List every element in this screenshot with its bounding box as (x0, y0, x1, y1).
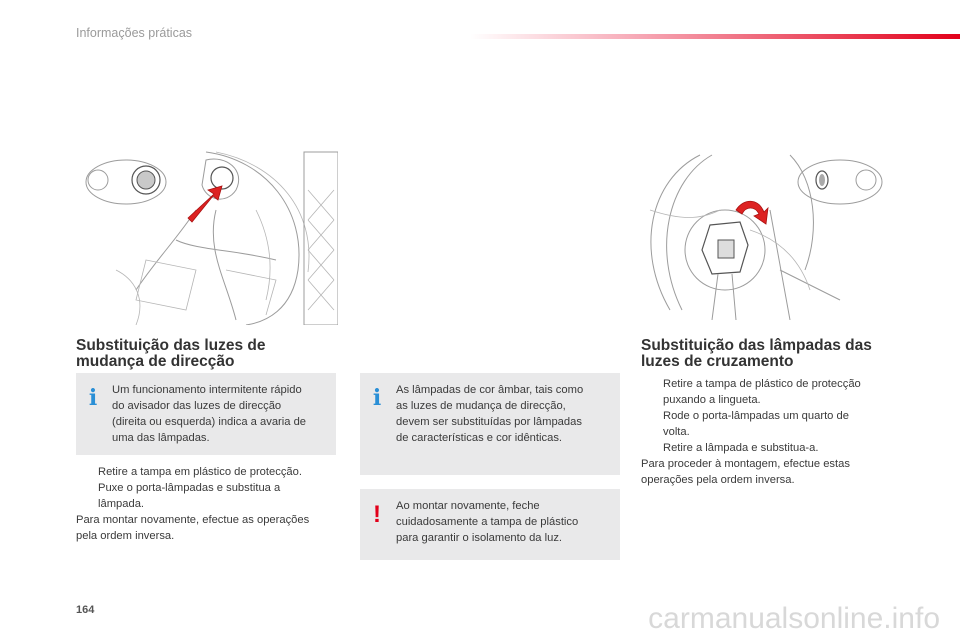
info-line: do avisador das luzes de direcção (112, 400, 282, 412)
info-line: As lâmpadas de cor âmbar, tais como (396, 384, 584, 396)
section-header-title: Informações práticas (76, 26, 193, 40)
watermark: carmanualsonline.info (648, 602, 940, 635)
reassembly-note (76, 512, 338, 544)
step-item (641, 408, 891, 440)
step-text: Rode o porta-lâmpadas um quarto de (663, 410, 849, 422)
step-text: lâmpada. (98, 498, 145, 510)
dipped-beam-steps (641, 376, 891, 488)
warning-line: Ao montar novamente, feche (396, 500, 540, 512)
dipped-beam-bulb-illustration (640, 150, 884, 320)
turn-signal-title-line-2: mudança de direcção (76, 353, 235, 370)
dipped-beam-title-line-1: Substituição das lâmpadas das (641, 337, 872, 354)
info-line: de características e cor idênticas. (396, 432, 563, 444)
turn-signal-section-title (76, 338, 336, 370)
step-text: Retire a tampa de plástico de protecção (663, 378, 861, 390)
amber-bulbs-info-box (360, 373, 620, 475)
warning-line: para garantir o isolamento da luz. (396, 532, 563, 544)
step-text: Puxe o porta-lâmpadas e substitua a (98, 482, 281, 494)
dipped-beam-drawing (640, 150, 884, 320)
step-item (76, 464, 338, 480)
dipped-beam-title-line-2: luzes de cruzamento (641, 353, 794, 370)
header-accent-bar (470, 34, 960, 39)
step-text: volta. (663, 426, 690, 438)
warning-exclamation-icon: ! (373, 501, 381, 528)
reassembly-warning-box (360, 489, 620, 560)
turn-signal-info-box (76, 373, 336, 455)
info-line: (direita ou esquerda) indica a avaria de (112, 416, 307, 428)
info-icon: i (372, 385, 382, 411)
step-text: Retire a lâmpada e substitua-a. (663, 442, 819, 454)
step-text: puxando a lingueta. (663, 394, 761, 406)
turn-signal-drawing (76, 150, 338, 325)
reassembly-note (641, 456, 891, 488)
note-line: pela ordem inversa. (76, 530, 175, 542)
step-item (641, 376, 891, 408)
warning-text (396, 498, 611, 546)
note-line: Para proceder à montagem, efectue estas (641, 458, 850, 470)
note-line: operações pela ordem inversa. (641, 474, 795, 486)
amber-bulbs-info-text (396, 382, 611, 446)
info-icon: i (88, 385, 98, 411)
turn-signal-bulb-illustration (76, 150, 338, 325)
page-number: 164 (76, 604, 95, 616)
note-line: Para montar novamente, efectue as operações (76, 514, 310, 526)
warning-line: cuidadosamente a tampa de plástico (396, 516, 579, 528)
info-line: Um funcionamento intermitente rápido (112, 384, 302, 396)
step-text: Retire a tampa em plástico de protecção. (98, 466, 302, 478)
info-line: as luzes de mudança de direcção, (396, 400, 566, 412)
step-item (76, 480, 338, 512)
info-line: uma das lâmpadas. (112, 432, 210, 444)
turn-signal-info-text (112, 382, 327, 446)
info-line: devem ser substituídas por lâmpadas (396, 416, 582, 428)
step-item (641, 440, 891, 456)
dipped-beam-section-title (641, 338, 901, 370)
turn-signal-title-line-1: Substituição das luzes de (76, 337, 266, 354)
turn-signal-steps (76, 464, 338, 544)
